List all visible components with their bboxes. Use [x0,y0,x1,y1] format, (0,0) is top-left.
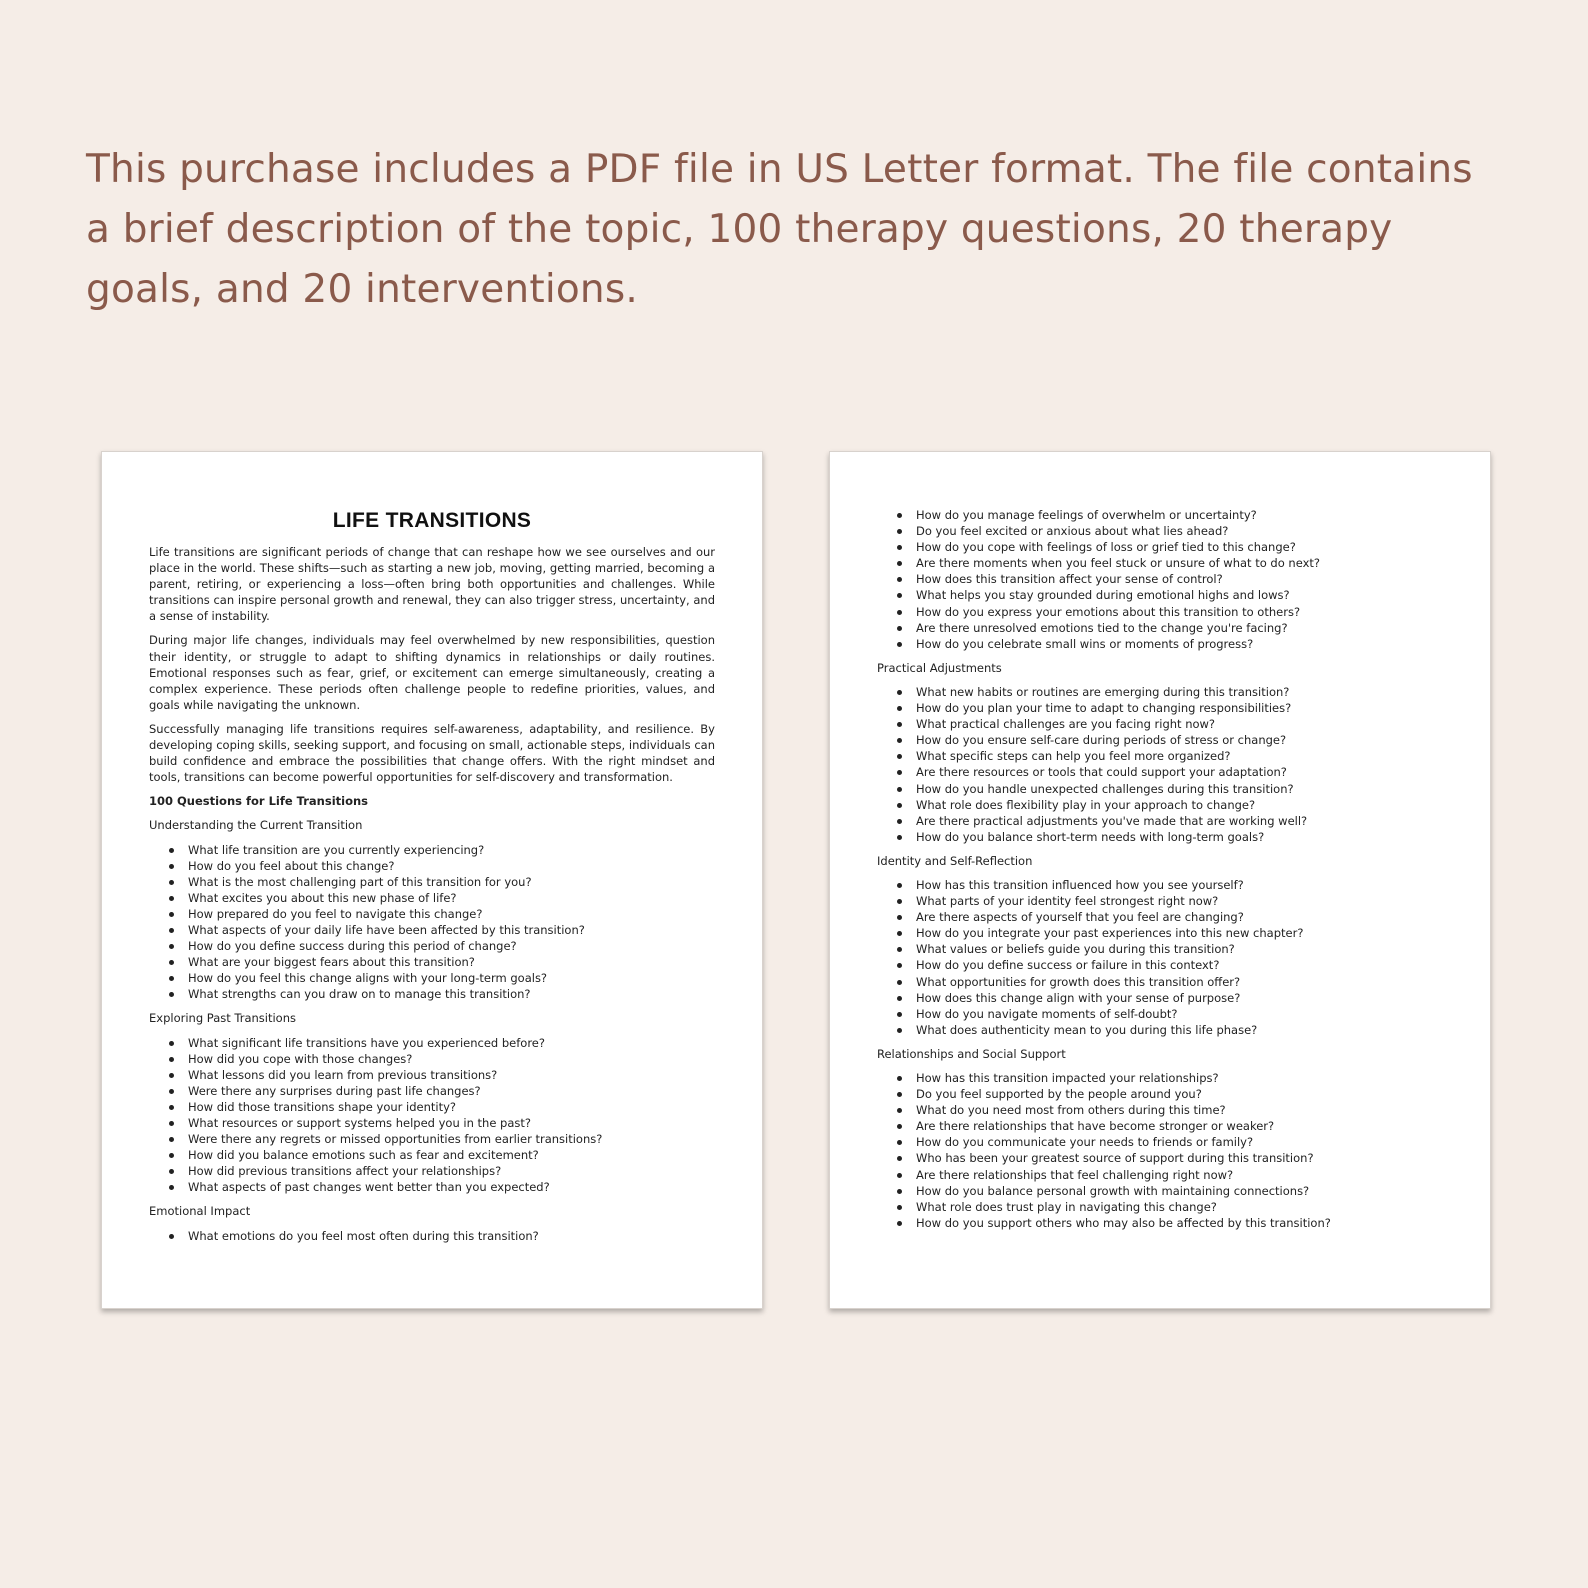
section-title-emotional-impact: Emotional Impact [149,1204,251,1219]
question-item: How has this transition impacted your relationships? [916,1070,1443,1086]
question-item: Are there resources or tools that could support your adaptation? [916,764,1443,780]
question-item: How do you navigate moments of self-doubt? [916,1006,1443,1022]
question-item: What is the most challenging part of this transition for you? [188,874,715,890]
question-item: What excites you about this new phase of life? [188,890,715,906]
section-title-practical-adjustments: Practical Adjustments [877,660,1002,675]
intro-paragraph-2: During major life changes, individuals may feel overwhelmed by new responsibilities, question their identity, or struggle to adapt to shifting dynamics in relationships or daily routines. Emotional responses such as fear, grief, or excitement can emerge simultaneously, creating a complex experience. These periods often challenge people to redefine priorities, values, and goals while navigating the unknown. [149,633,715,712]
section-title-identity-and-self-reflection: Identity and Self-Reflection [877,853,1033,868]
question-item: What helps you stay grounded during emotional highs and lows? [916,587,1443,603]
question-item: What new habits or routines are emerging during this transition? [916,684,1443,700]
section-title-relationships-and-social-support: Relationships and Social Support [877,1046,1066,1061]
question-item: How do you define success during this period of change? [188,938,715,954]
question-item: Who has been your greatest source of support during this transition? [916,1150,1443,1166]
question-item: How does this change align with your sense of purpose? [916,990,1443,1006]
intro-paragraph-1: Life transitions are significant periods of change that can reshape how we see ourselves and our place in the world. These shifts—such as starting a new job, moving, getting married, becoming a parent, retiring, or experiencing a loss—often bring both opportunities and challenges. While transitions can inspire personal growth and renewal, they can also trigger stress, uncertainty, and a sense of instability. [149,545,715,624]
question-list-emotional-impact [149,1228,715,1244]
question-list-identity-and-self-reflection [877,877,1443,1038]
question-item: What aspects of past changes went better than you expected? [188,1179,715,1195]
question-item: How do you support others who may also be affected by this transition? [916,1215,1443,1231]
question-item: How do you feel this change aligns with your long-term goals? [188,970,715,986]
question-item: What practical challenges are you facing right now? [916,716,1443,732]
document-page-2 [829,451,1491,1309]
intro-paragraph-3: Successfully managing life transitions requires self-awareness, adaptability, and resilience. By developing coping skills, seeking support, and focusing on small, actionable steps, individuals can build confidence and embrace the possibilities that change offers. With the right mindset and tools, transitions can become powerful opportunities for self-discovery and transformation. [149,721,715,785]
question-item: How did you balance emotions such as fear and excitement? [188,1147,715,1163]
question-item: What do you need most from others during this time? [916,1102,1443,1118]
headline: This purchase includes a PDF file in US Letter format. The file contains a brief description of the topic, 100 therapy questions, 20 therapy goals, and 20 interventions. [86,147,1473,312]
document-title: LIFE TRANSITIONS [332,509,532,532]
question-item: How do you balance short-term needs with long-term goals? [916,829,1443,845]
question-item: How do you plan your time to adapt to changing responsibilities? [916,700,1443,716]
question-item: Do you feel supported by the people around you? [916,1086,1443,1102]
question-item: What role does trust play in navigating this change? [916,1199,1443,1215]
question-item: How did you cope with those changes? [188,1051,715,1067]
question-item: How do you define success or failure in this context? [916,957,1443,973]
question-item: How do you handle unexpected challenges during this transition? [916,781,1443,797]
question-item: What specific steps can help you feel more organized? [916,748,1443,764]
question-list-relationships-and-social-support [877,1070,1443,1231]
question-item: What emotions do you feel most often during this transition? [188,1228,715,1244]
question-item: How do you cope with feelings of loss or grief tied to this change? [916,539,1443,555]
left-page-sections [149,817,715,1243]
question-item: How do you communicate your needs to friends or family? [916,1134,1443,1150]
question-item: How do you integrate your past experiences into this new chapter? [916,925,1443,941]
question-item: What parts of your identity feel strongest right now? [916,893,1443,909]
question-item: Do you feel excited or anxious about what lies ahead? [916,523,1443,539]
question-item: What values or beliefs guide you during this transition? [916,941,1443,957]
question-item: What life transition are you currently experiencing? [188,842,715,858]
question-item: Are there moments when you feel stuck or unsure of what to do next? [916,555,1443,571]
question-item: How do you ensure self-care during periods of stress or change? [916,732,1443,748]
question-item: How does this transition affect your sense of control? [916,571,1443,587]
question-list-understanding-the-current-transition [149,842,715,1003]
question-item: Are there relationships that feel challenging right now? [916,1167,1443,1183]
question-item: What opportunities for growth does this transition offer? [916,974,1443,990]
page-2-content [877,507,1443,1239]
question-item: What resources or support systems helped you in the past? [188,1115,715,1131]
question-list-practical-adjustments [877,684,1443,845]
question-item: How do you express your emotions about this transition to others? [916,604,1443,620]
questions-heading: 100 Questions for Life Transitions [149,794,369,809]
question-item: How has this transition influenced how you see yourself? [916,877,1443,893]
question-item: Are there relationships that have become stronger or weaker? [916,1118,1443,1134]
question-item: How prepared do you feel to navigate this change? [188,906,715,922]
question-item: Are there aspects of yourself that you feel are changing? [916,909,1443,925]
question-item: How do you celebrate small wins or moments of progress? [916,636,1443,652]
section-title-understanding-the-current-transition: Understanding the Current Transition [149,818,363,833]
continued-question-list [877,507,1443,652]
question-item: Were there any regrets or missed opportunities from earlier transitions? [188,1131,715,1147]
question-item: What significant life transitions have you experienced before? [188,1035,715,1051]
page-1-content [149,508,715,1252]
question-item: What does authenticity mean to you during this life phase? [916,1022,1443,1038]
question-item: Are there practical adjustments you've made that are working well? [916,813,1443,829]
question-item: What role does flexibility play in your approach to change? [916,797,1443,813]
question-item: How did previous transitions affect your relationships? [188,1163,715,1179]
question-list-exploring-past-transitions [149,1035,715,1196]
question-item: How do you balance personal growth with maintaining connections? [916,1183,1443,1199]
question-item: How did those transitions shape your identity? [188,1099,715,1115]
section-title-exploring-past-transitions: Exploring Past Transitions [149,1011,296,1026]
question-item: What aspects of your daily life have been affected by this transition? [188,922,715,938]
question-item: Are there unresolved emotions tied to the change you're facing? [916,620,1443,636]
document-page-1 [101,451,763,1309]
right-page-sections [877,660,1443,1231]
question-item: What strengths can you draw on to manage this transition? [188,986,715,1002]
question-item: Were there any surprises during past life changes? [188,1083,715,1099]
question-item: What are your biggest fears about this transition? [188,954,715,970]
question-item: What lessons did you learn from previous transitions? [188,1067,715,1083]
question-item: How do you feel about this change? [188,858,715,874]
question-item: How do you manage feelings of overwhelm or uncertainty? [916,507,1443,523]
